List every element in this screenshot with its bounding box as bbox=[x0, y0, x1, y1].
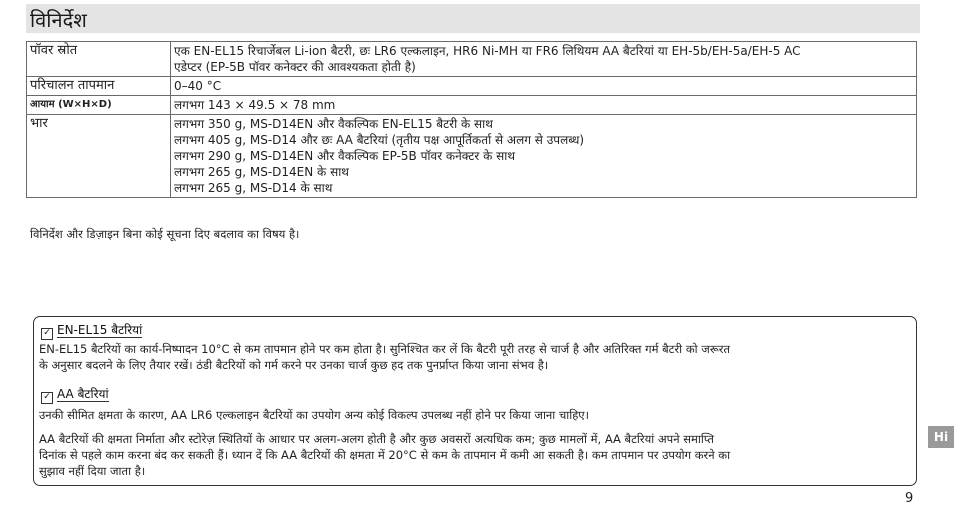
table-row bbox=[27, 96, 917, 115]
check-icon: ✓ bbox=[41, 328, 53, 340]
page-title: विनिर्देश bbox=[30, 8, 87, 32]
value-line: 0–40 °C bbox=[174, 79, 222, 93]
table-row bbox=[27, 115, 917, 198]
value-line: एक EN-EL15 रिचार्जेबल Li-ion बैटरी, छः LR6 एल्कलाइन, HR6 Ni-MH या FR6 लिथियम AA बैटरियां या EH-5b/EH-5a/EH-5 AC bbox=[174, 44, 801, 58]
note-paragraph: EN-EL15 बैटरियों का कार्य-निष्पादन 10°C से कम तापमान होने पर कम होता है। सुनिश्चित कर लें कि बैटरी पूरी तरह से चार्ज है और अतिरिक्त गर्म बैटरी को जरूरत के अनुसार बदलने के लिए तैयार रखें। ठंडी बैटरियों को गर्म करने पर उनका चार्ज कुछ हद तक पुनर्प्राप्त किया जाना संभव है। bbox=[39, 342, 731, 372]
spec-table bbox=[26, 41, 917, 198]
value-line: लगभग 265 g, MS-D14 के साथ bbox=[174, 181, 333, 195]
row-value bbox=[171, 115, 917, 198]
notes-box bbox=[33, 316, 917, 486]
note-paragraph: उनकी सीमित क्षमता के कारण, AA LR6 एल्कलाइन बैटरियों का उपयोग अन्य कोई विकल्प उपलब्ध नहीं होने पर किया जाना चाहिए। bbox=[39, 408, 590, 422]
check-icon: ✓ bbox=[41, 392, 53, 404]
footnote: विनिर्देश और डिज़ाइन बिना कोई सूचना दिए बदलाव का विषय है। bbox=[30, 227, 300, 241]
row-value bbox=[171, 96, 917, 115]
value-line: लगभग 350 g, MS-D14EN और वैकल्पिक EN-EL15 बैटरी के साथ bbox=[174, 117, 493, 131]
row-label: भार bbox=[27, 115, 171, 198]
row-label: परिचालन तापमान bbox=[27, 77, 171, 96]
row-label: आयाम (W×H×D) bbox=[27, 96, 171, 115]
note-heading-en-el15: ✓ EN-EL15 बैटरियां bbox=[41, 321, 142, 339]
table-row bbox=[27, 42, 917, 77]
row-value bbox=[171, 42, 917, 77]
value-line: लगभग 143 × 49.5 × 78 mm bbox=[174, 98, 336, 112]
row-value bbox=[171, 77, 917, 96]
section-header bbox=[26, 4, 920, 33]
value-line: एडेप्टर (EP-5B पॉवर कनेक्टर की आवश्यकता होती है) bbox=[174, 60, 416, 74]
row-label: पॉवर स्रोत bbox=[27, 42, 171, 77]
note-heading-aa: ✓ AA बैटरियां bbox=[41, 385, 109, 403]
language-tab: Hi bbox=[928, 426, 954, 448]
note-paragraph: AA बैटरियों की क्षमता निर्माता और स्टोरेज़ स्थितियों के आधार पर अलग-अलग होती है और कुछ अवसरों अत्यधिक कम; कुछ मामलों में, AA बैटरियां अपने समाप्ति दिनांक से पहले काम करना बंद कर सकती हैं। ध्यान दें कि AA बैटरियों की क्षमता में 20°C से कम के तापमान में कमी आ सकती है। कम तापमान पर उपयोग करने का सुझाव नहीं दिया जाता है। bbox=[39, 432, 731, 478]
table-row bbox=[27, 77, 917, 96]
page-number: 9 bbox=[905, 491, 914, 506]
value-line: लगभग 290 g, MS-D14EN और वैकल्पिक EP-5B पॉवर कनेक्टर के साथ bbox=[174, 149, 516, 163]
value-line: लगभग 405 g, MS-D14 और छः AA बैटरियां (तृतीय पक्ष आपूर्तिकर्ता से अलग से उपलब्ध) bbox=[174, 133, 585, 147]
value-line: लगभग 265 g, MS-D14EN के साथ bbox=[174, 165, 349, 179]
